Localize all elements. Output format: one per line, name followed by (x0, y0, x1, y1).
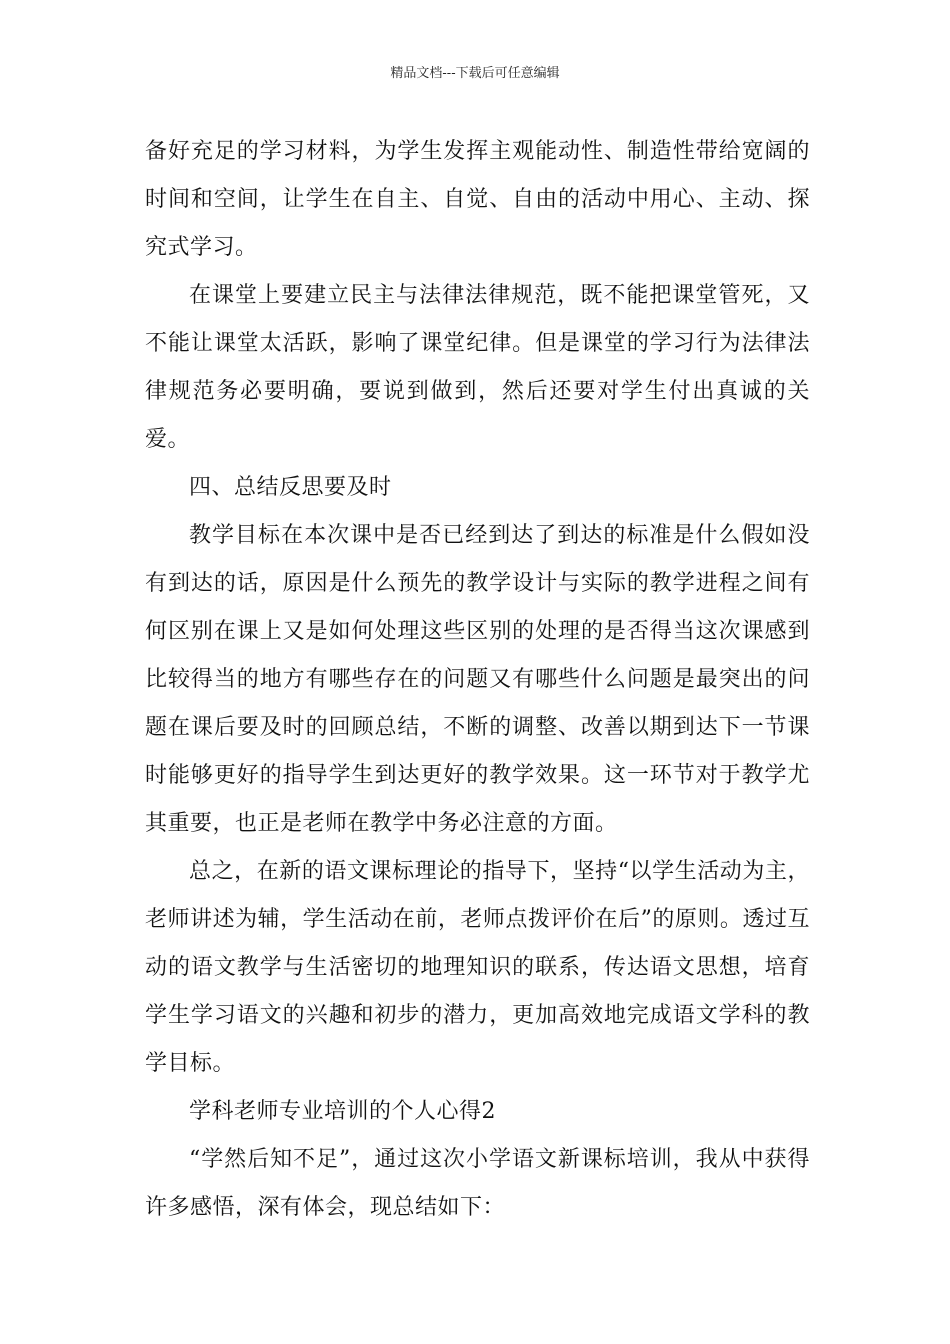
paragraph-teaching-goals: 教学目标在本次课中是否已经到达了到达的标准是什么假如没有到达的话，原因是什么预先的教学设计与实际的教学进程之间有何区别在课上又是如何处理这些区别的处理的是否得当这次课感到比较得当的地方有哪些存在的问题又有哪些什么问题是最突出的问题在课后要及时的回顾总结，不断的调整、改善以期到达下一节课时能够更好的指导学生到达更好的教学效果。这一环节对于教学尤其重要，也正是老师在教学中务必注意的方面。 (145, 523, 810, 836)
paragraph-continuation: 备好充足的学习材料，为学生发挥主观能动性、制造性带给宽阔的时间和空间，让学生在自主、自觉、自由的活动中用心、主动、探究式学习。 (145, 139, 810, 260)
section-title-training-2: 学科老师专业培训的个人心得2 (189, 1099, 496, 1124)
page-header: 精品文档---下载后可任意编辑 (390, 66, 560, 81)
paragraph-training-intro: “学然后知不足”，通过这次小学语文新课标培训，我从中获得许多感悟，深有体会，现总结如下： (145, 1147, 810, 1220)
paragraph-conclusion: 总之，在新的语文课标理论的指导下，坚持“以学生活动为主，老师讲述为辅，学生活动在前，老师点拨评价在后”的原则。透过互动的语文教学与生活密切的地理知识的联系，传达语文思想，培育学生学习语文的兴趣和初步的潜力，更加高效地完成语文学科的教学目标。 (145, 859, 810, 1076)
section-heading-reflection: 四、总结反思要及时 (189, 475, 392, 500)
paragraph-classroom-rules: 在课堂上要建立民主与法律法律规范，既不能把课堂管死，又不能让课堂太活跃，影响了课堂纪律。但是课堂的学习行为法律法律规范务必要明确，要说到做到，然后还要对学生付出真诚的关爱。 (145, 283, 810, 452)
document-body (145, 128, 810, 1232)
